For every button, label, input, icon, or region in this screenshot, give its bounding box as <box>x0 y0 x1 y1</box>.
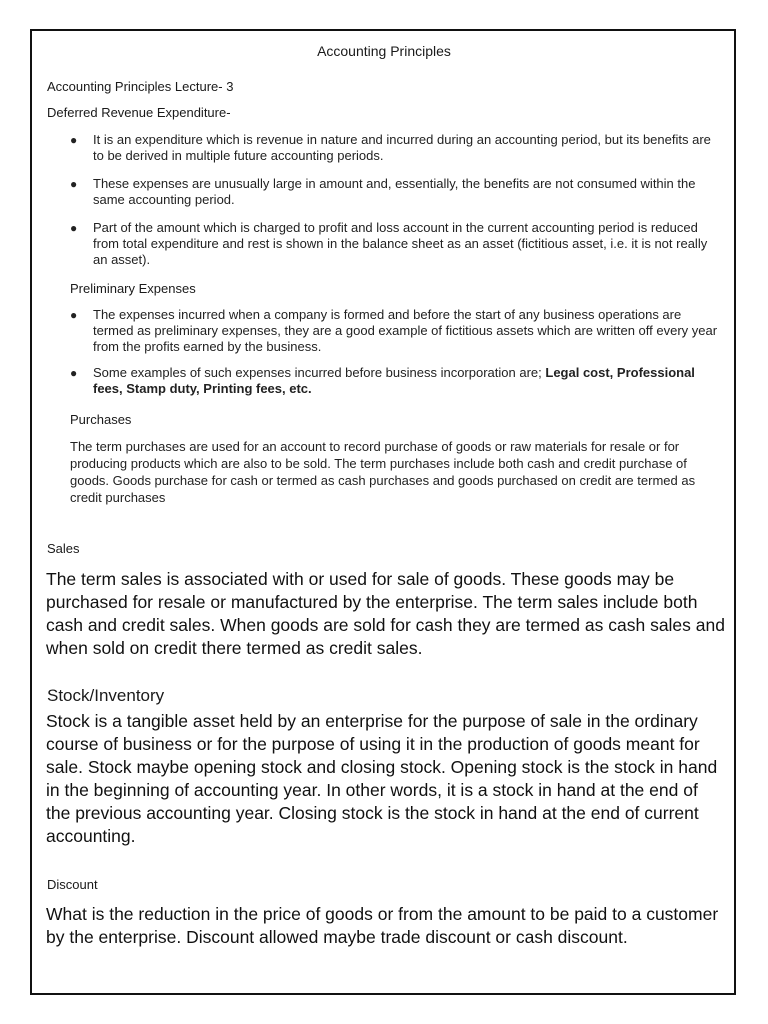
bullet-icon: ● <box>70 308 78 322</box>
purchases-heading: Purchases <box>70 412 132 427</box>
lecture-heading: Accounting Principles Lecture- 3 <box>47 79 234 94</box>
bullet-icon: ● <box>70 133 78 147</box>
deferred-revenue-heading: Deferred Revenue Expenditure- <box>47 105 231 120</box>
list-item <box>70 220 720 268</box>
preliminary-bullet-1: The expenses incurred when a company is formed and before the start of any business operations are termed as preliminary expenses, they are a good example of fictitious assets which are written off every year from the profits earned by the business. <box>93 307 718 354</box>
preliminary-bullet-2-bold: Legal cost, Professional fees, Stamp duty, Printing fees, etc. <box>93 365 695 396</box>
list-item <box>70 307 720 355</box>
preliminary-expenses-heading: Preliminary Expenses <box>70 281 196 296</box>
list-item <box>70 176 720 208</box>
discount-heading: Discount <box>47 877 98 892</box>
sales-paragraph: The term sales is associated with or used for sale of goods. These goods may be purchased for resale or manufactured by the enterprise. The term sales include both cash and credit sales. When goods are sold for cash they are termed as cash sales and when sold on credit there termed as credit sales. <box>46 569 725 658</box>
purchases-paragraph: The term purchases are used for an account to record purchase of goods or raw materials for resale or for producing products which are also to be sold. The term purchases include both cash and credit purchase of goods. Goods purchase for cash or termed as cash purchases and goods purchased on credit are termed as credit purchases <box>70 439 696 505</box>
preliminary-expenses-list <box>70 307 720 397</box>
list-item <box>70 365 720 397</box>
deferred-bullet-3: Part of the amount which is charged to profit and loss account in the current accounting period is reduced from total expenditure and rest is shown in the balance sheet as an asset (fictitious asset, i.e. it is not really an asset). <box>93 220 708 267</box>
stock-paragraph: Stock is a tangible asset held by an enterprise for the purpose of sale in the ordinary course of business or for the purpose of using it in the production of goods meant for sale. Stock maybe opening stock and closing stock. Opening stock is the stock in hand in the beginning of accounting year. In other words, it is a stock in hand at the end of the previous accounting year. Closing stock is the stock in hand at the end of current accounting. <box>46 711 718 846</box>
deferred-bullet-1: It is an expenditure which is revenue in nature and incurred during an accounting period, but its benefits are to be derived in multiple future accounting periods. <box>93 132 711 163</box>
discount-paragraph: What is the reduction in the price of goods or from the amount to be paid to a customer by the enterprise. Discount allowed maybe trade discount or cash discount. <box>46 904 719 947</box>
stock-heading: Stock/Inventory <box>47 686 165 705</box>
bullet-icon: ● <box>70 366 78 380</box>
deferred-bullet-2: These expenses are unusually large in amount and, essentially, the benefits are not consumed within the same accounting period. <box>93 176 696 207</box>
bullet-icon: ● <box>70 221 78 235</box>
document-title: Accounting Principles <box>317 43 451 59</box>
sales-heading: Sales <box>47 541 80 556</box>
deferred-revenue-list <box>70 132 720 268</box>
list-item <box>70 132 720 164</box>
preliminary-bullet-2-prefix: Some examples of such expenses incurred before business incorporation are; <box>93 365 542 380</box>
bullet-icon: ● <box>70 177 78 191</box>
